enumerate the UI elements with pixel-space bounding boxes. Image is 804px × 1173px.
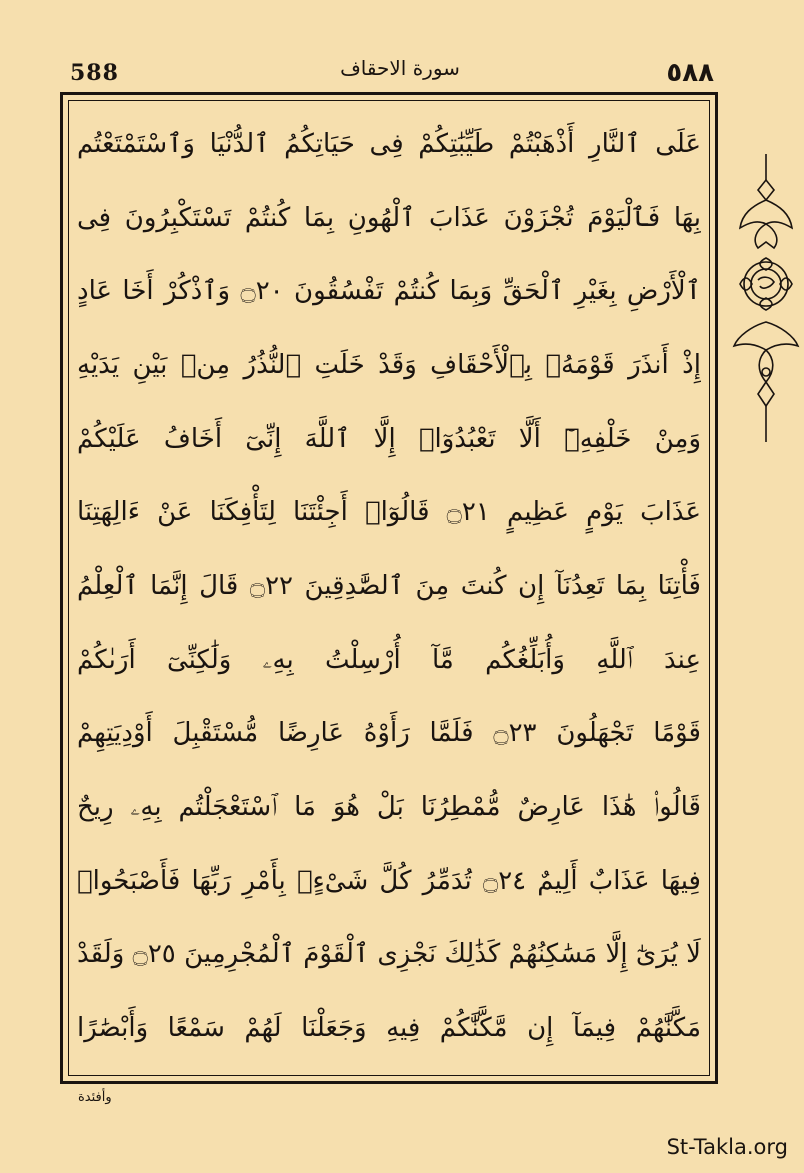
verse-line-2: بِهَا فَٱلْيَوْمَ تُجْزَوْنَ عَذَابَ ٱلْهُونِ بِمَا كُنتُمْ تَسْتَكْبِرُونَ فِى <box>77 202 701 233</box>
verse-line-5: وَمِنْ خَلْفِهِۦٓ أَلَّا تَعْبُدُوٓا۟ إِلَّا ٱللَّهَ إِنِّىٓ أَخَافُ عَلَيْكُمْ <box>77 423 701 454</box>
verse-line-3: ٱلْأَرْضِ بِغَيْرِ ٱلْحَقِّ وَبِمَا كُنتُمْ تَفْسُقُونَ ۝٢٠ وَٱذْكُرْ أَخَا عَادٍ <box>77 276 701 307</box>
verse-line-12: لَا يُرَىٰٓ إِلَّا مَسَٰكِنُهُمْ كَذَٰلِكَ نَجْزِى ٱلْقَوْمَ ٱلْمُجْرِمِينَ ۝٢٥ وَلَقَدْ <box>77 939 701 970</box>
page-number-latin: 588 <box>70 60 119 86</box>
verse-line-1: عَلَى ٱلنَّارِ أَذْهَبْتُمْ طَيِّبَٰتِكُمْ فِى حَيَاتِكُمُ ٱلدُّنْيَا وَٱسْتَمْتَعْتُم <box>77 129 701 159</box>
verse-line-10: قَالُوا۟ هَٰذَا عَارِضٌ مُّمْطِرُنَا بَلْ هُوَ مَا ٱسْتَعْجَلْتُم بِهِۦ رِيحٌ <box>77 791 701 822</box>
verse-lines <box>77 115 701 1065</box>
verse-line-13: مَكَّنَّٰهُمْ فِيمَآ إِن مَّكَّنَّٰكُمْ فِيهِ وَجَعَلْنَا لَهُمْ سَمْعًا وَأَبْصَٰرًا <box>77 1012 701 1043</box>
catchword: وأفئدة <box>78 1090 112 1105</box>
verse-line-6: عَذَابَ يَوْمٍ عَظِيمٍ ۝٢١ قَالُوٓا۟ أَجِئْتَنَا لِتَأْفِكَنَا عَنْ ءَالِهَتِنَا <box>77 497 701 528</box>
verse-line-8: عِندَ ٱللَّهِ وَأُبَلِّغُكُم مَّآ أُرْسِلْتُ بِهِۦ وَلَٰكِنِّىٓ أَرَىٰكُمْ <box>77 644 701 675</box>
verse-line-9: قَوْمًا تَجْهَلُونَ ۝٢٣ فَلَمَّا رَأَوْهُ عَارِضًا مُّسْتَقْبِلَ أَوْدِيَتِهِمْ <box>77 718 701 749</box>
page-number-arabic: ٥٨٨ <box>666 58 714 88</box>
verse-line-4: إِذْ أَنذَرَ قَوْمَهُۥ بِٱلْأَحْقَافِ وَقَدْ خَلَتِ ٱلنُّذُرُ مِنۢ بَيْنِ يَدَيْهِ <box>77 349 701 380</box>
verse-line-7: فَأْتِنَا بِمَا تَعِدُنَآ إِن كُنتَ مِنَ ٱلصَّٰدِقِينَ ۝٢٢ قَالَ إِنَّمَا ٱلْعِلْمُ <box>77 570 701 601</box>
surah-title: سورة الاحقاف <box>340 56 460 80</box>
text-frame <box>60 92 718 1084</box>
hizb-marker-ornament-icon <box>728 150 804 460</box>
site-watermark: St-Takla.org <box>666 1135 788 1159</box>
verse-line-11: فِيهَا عَذَابٌ أَلِيمٌ ۝٢٤ تُدَمِّرُ كُلَّ شَىْءٍۭ بِأَمْرِ رَبِّهَا فَأَصْبَحُوا۟ <box>77 865 701 896</box>
